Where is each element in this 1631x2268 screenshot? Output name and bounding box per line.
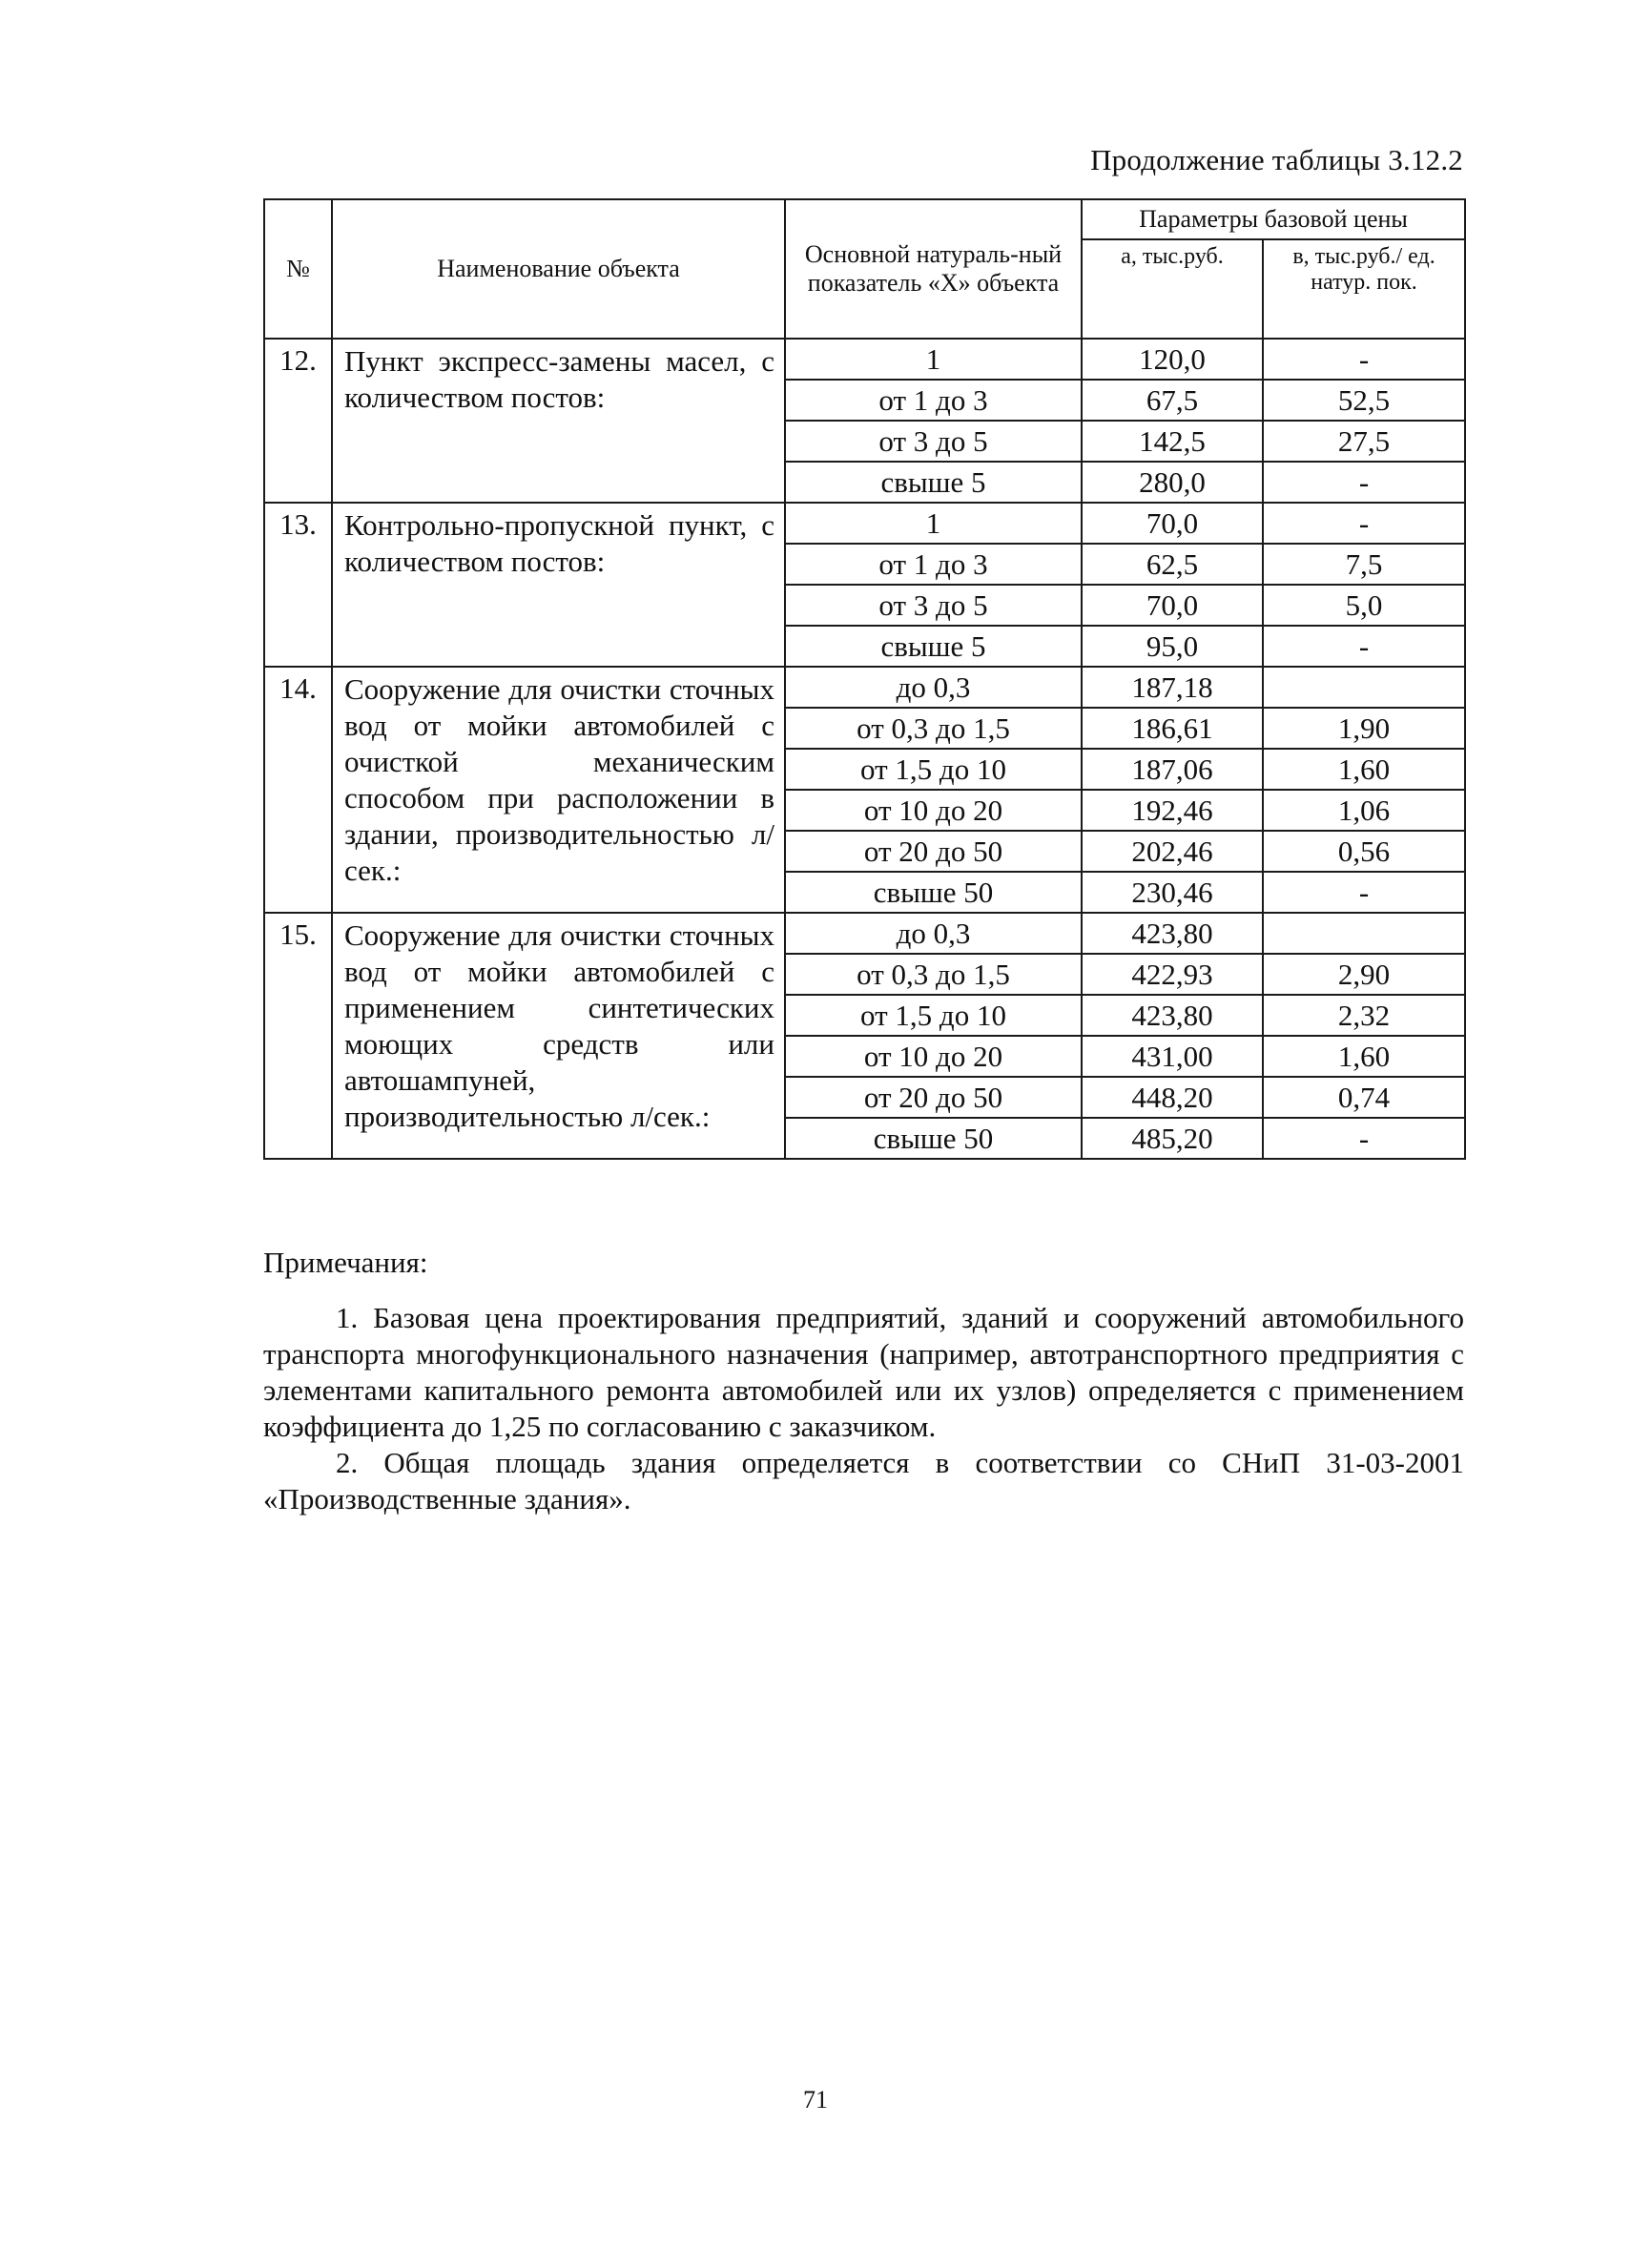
indicator-value: от 10 до 20 — [785, 790, 1082, 831]
header-object-name: Наименование объекта — [332, 199, 785, 339]
indicator-value: от 1 до 3 — [785, 380, 1082, 421]
price-b-value: - — [1263, 462, 1465, 503]
indicator-value: от 3 до 5 — [785, 585, 1082, 626]
header-indicator: Основной натураль-ный показатель «Х» объекта — [785, 199, 1082, 339]
price-a-value: 192,46 — [1082, 790, 1263, 831]
price-a-value: 187,06 — [1082, 749, 1263, 790]
object-name-cell — [332, 339, 785, 503]
price-b-value: - — [1263, 872, 1465, 913]
object-name-cell — [332, 667, 785, 913]
price-a-value: 70,0 — [1082, 585, 1263, 626]
indicator-value: свыше 5 — [785, 626, 1082, 667]
price-b-value: 1,06 — [1263, 790, 1465, 831]
price-b-value: 0,56 — [1263, 831, 1465, 872]
price-a-value: 67,5 — [1082, 380, 1263, 421]
row-number: 13. — [264, 503, 332, 667]
object-name: Контрольно-пропускной пункт, с количеством постов: — [344, 508, 774, 578]
price-a-value: 423,80 — [1082, 995, 1263, 1036]
indicator-value: 1 — [785, 339, 1082, 380]
price-b-value: 27,5 — [1263, 421, 1465, 462]
table-header-row — [264, 199, 1465, 239]
price-a-value: 485,20 — [1082, 1118, 1263, 1159]
price-b-value: 7,5 — [1263, 544, 1465, 585]
price-b-value: - — [1263, 339, 1465, 380]
price-a-value: 448,20 — [1082, 1077, 1263, 1118]
row-number: 15. — [264, 913, 332, 1159]
price-b-value: 2,90 — [1263, 954, 1465, 995]
price-a-value: 187,18 — [1082, 667, 1263, 708]
notes-section — [263, 1245, 1464, 1517]
price-b-value: - — [1263, 626, 1465, 667]
price-b-value: 5,0 — [1263, 585, 1465, 626]
indicator-value: от 0,3 до 1,5 — [785, 708, 1082, 749]
price-a-value: 230,46 — [1082, 872, 1263, 913]
price-a-value: 95,0 — [1082, 626, 1263, 667]
indicator-value: от 0,3 до 1,5 — [785, 954, 1082, 995]
price-a-value: 62,5 — [1082, 544, 1263, 585]
table-row — [264, 339, 1465, 380]
price-b-value: 0,74 — [1263, 1077, 1465, 1118]
indicator-value: 1 — [785, 503, 1082, 544]
table-caption: Продолжение таблицы 3.12.2 — [1090, 143, 1463, 176]
price-a-value: 120,0 — [1082, 339, 1263, 380]
note-2: 2. Общая площадь здания определяется в соответствии со СНиП 31-03-2001 «Производственные здания». — [263, 1446, 1464, 1515]
price-a-value: 186,61 — [1082, 708, 1263, 749]
object-name: Сооружение для очистки сточных вод от мойки автомобилей с применением синтетических моющих средств или автошампуней, производительностью л/сек.: — [344, 918, 774, 1133]
notes-title: Примечания: — [263, 1246, 428, 1279]
indicator-value: от 20 до 50 — [785, 1077, 1082, 1118]
object-name-cell — [332, 913, 785, 1159]
header-base-price-params: Параметры базовой цены — [1082, 199, 1465, 239]
indicator-value: свыше 50 — [785, 1118, 1082, 1159]
header-col-b: в, тыс.руб./ ед. натур. пок. — [1263, 239, 1465, 339]
table-row — [264, 667, 1465, 708]
price-a-value: 142,5 — [1082, 421, 1263, 462]
price-a-value: 422,93 — [1082, 954, 1263, 995]
header-number: № — [264, 199, 332, 339]
price-table — [263, 198, 1466, 1160]
page-number: 71 — [803, 2086, 828, 2113]
indicator-value: от 1 до 3 — [785, 544, 1082, 585]
table-row — [264, 503, 1465, 544]
row-number: 14. — [264, 667, 332, 913]
indicator-value: свыше 5 — [785, 462, 1082, 503]
note-1: 1. Базовая цена проектирования предприятий, зданий и сооружений автомобильного транспорта многофункционального назначения (например, автотранспортного предприятия с элементами капитального ремонта автомобилей или их узлов) определяется с применением коэффициента до 1,25 по согласованию с заказчиком. — [263, 1301, 1464, 1443]
price-a-value: 70,0 — [1082, 503, 1263, 544]
price-b-value: 1,90 — [1263, 708, 1465, 749]
indicator-value: до 0,3 — [785, 913, 1082, 954]
price-b-value: 52,5 — [1263, 380, 1465, 421]
price-a-value: 280,0 — [1082, 462, 1263, 503]
price-b-value: 1,60 — [1263, 749, 1465, 790]
header-col-a: а, тыс.руб. — [1082, 239, 1263, 339]
price-b-value — [1263, 913, 1465, 954]
price-b-value: 2,32 — [1263, 995, 1465, 1036]
indicator-value: от 1,5 до 10 — [785, 749, 1082, 790]
price-a-value: 202,46 — [1082, 831, 1263, 872]
price-a-value: 423,80 — [1082, 913, 1263, 954]
indicator-value: от 20 до 50 — [785, 831, 1082, 872]
indicator-value: от 3 до 5 — [785, 421, 1082, 462]
indicator-value: свыше 50 — [785, 872, 1082, 913]
indicator-value: от 10 до 20 — [785, 1036, 1082, 1077]
indicator-value: от 1,5 до 10 — [785, 995, 1082, 1036]
object-name-cell — [332, 503, 785, 667]
price-b-value — [1263, 667, 1465, 708]
price-a-value: 431,00 — [1082, 1036, 1263, 1077]
price-b-value: - — [1263, 503, 1465, 544]
price-b-value: - — [1263, 1118, 1465, 1159]
row-number: 12. — [264, 339, 332, 503]
object-name: Сооружение для очистки сточных вод от мойки автомобилей с очисткой механическим способом при расположении в здании, производительностью л/сек.: — [344, 672, 774, 887]
table-row — [264, 913, 1465, 954]
object-name: Пункт экспресс-замены масел, с количеством постов: — [344, 344, 774, 414]
indicator-value: до 0,3 — [785, 667, 1082, 708]
price-b-value: 1,60 — [1263, 1036, 1465, 1077]
